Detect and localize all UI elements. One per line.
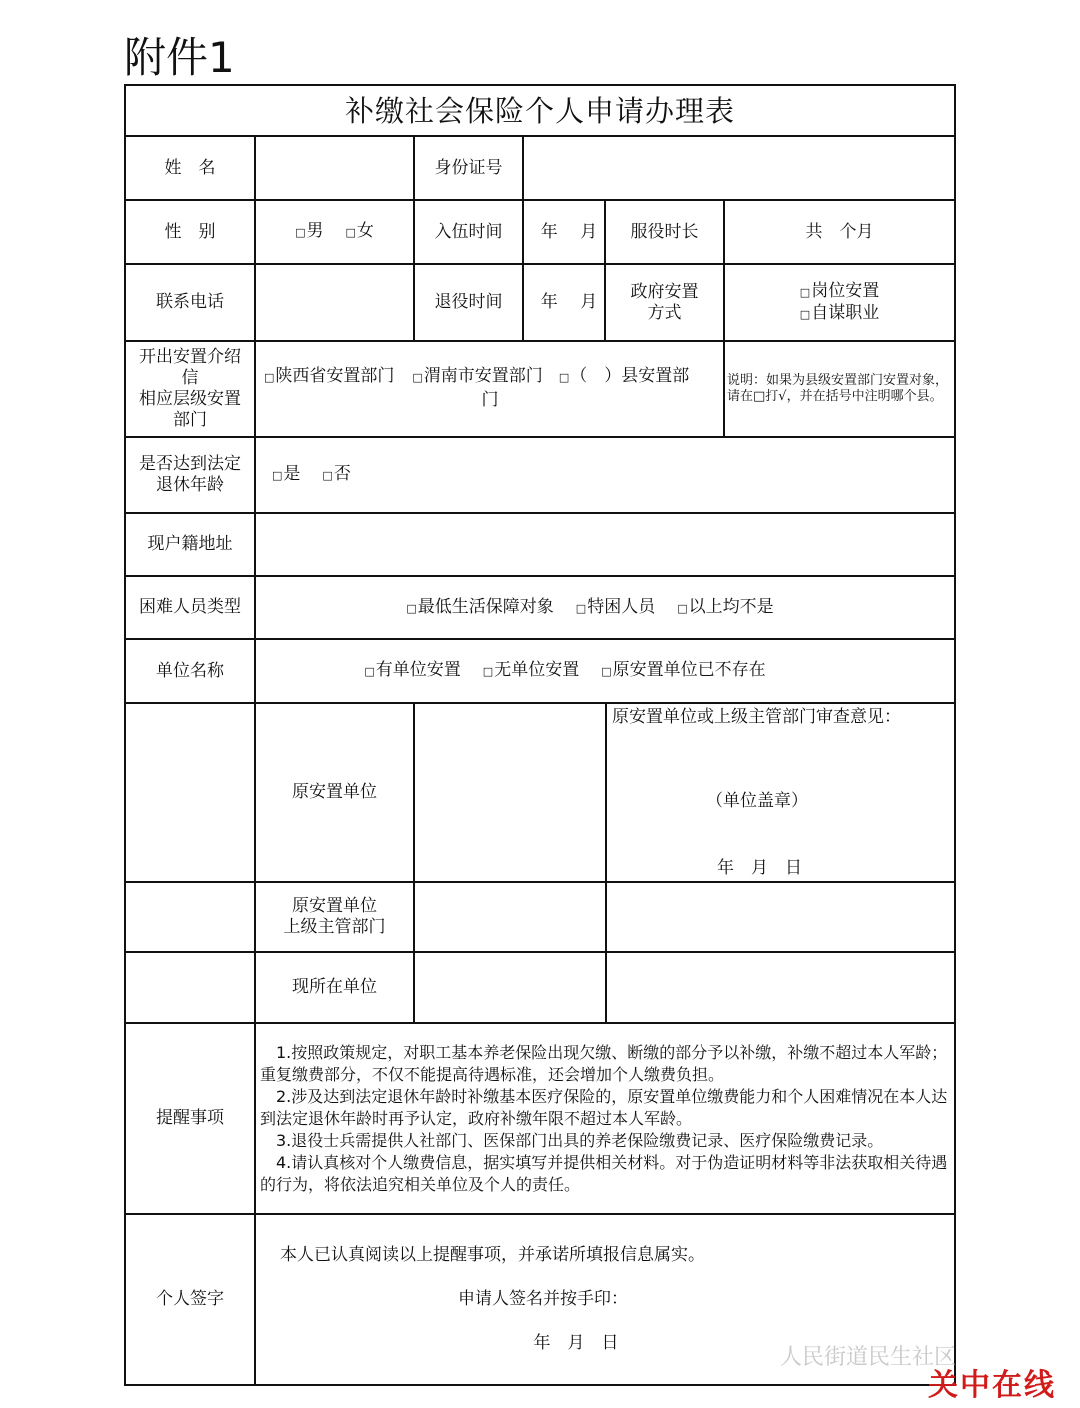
label-unit-name: 单位名称	[156, 660, 224, 681]
checkbox-weinan-dept[interactable]: □渭南市安置部门	[412, 366, 543, 386]
checkbox-post-placement[interactable]: □岗位安置	[799, 280, 880, 301]
gender-options	[256, 201, 413, 263]
unit-name-options	[256, 640, 954, 702]
logo-text: 关中在线	[928, 1368, 1056, 1403]
phone-field[interactable]	[256, 265, 413, 340]
name-field[interactable]	[256, 137, 413, 199]
signature-field[interactable]	[640, 1284, 940, 1314]
reminder-item: 2.涉及达到法定退休年龄时补缴基本医疗保险的，原安置单位缴费能力和个人困难情况在本人达到法定退休年龄时再予认定，政府补缴年限不超过本人军龄。	[260, 1087, 948, 1128]
reminder-list	[256, 1024, 954, 1213]
review-date: 年 月 日	[717, 857, 802, 878]
household-address-field[interactable]	[256, 514, 954, 575]
label-gender: 性 别	[164, 221, 216, 242]
hardship-type-options	[256, 577, 954, 638]
county-note: 说明：如果为县级安置部门安置对象，请在□打√，并在括号中注明哪个县。	[727, 373, 949, 404]
gov-placement-options	[725, 265, 954, 340]
label-hardship-type: 困难人员类型	[139, 597, 241, 617]
review-seal: （单位盖章）	[706, 790, 808, 811]
label-gov-placement: 政府安置 方式	[630, 281, 699, 323]
label-reminders: 提醒事项	[156, 1108, 224, 1128]
reminder-item: 4.请认真核对个人缴费信息，据实填写并提供相关材料。对于伪造证明材料等非法获取相关待遇的行为，将依法追究相关单位及个人的责任。	[260, 1153, 948, 1194]
label-name: 姓 名	[164, 157, 216, 178]
retire-age-options	[256, 438, 954, 512]
signature-prompt: 申请人签名并按手印：	[458, 1288, 628, 1309]
signature-statement: 本人已认真阅读以上提醒事项，并承诺所填报信息属实。	[280, 1244, 705, 1265]
checkbox-extreme-poverty[interactable]: □特困人员	[575, 596, 656, 617]
form-title: 补缴社会保险个人申请办理表	[344, 94, 735, 128]
service-length-field[interactable]: 共 个月	[805, 221, 874, 242]
label-original-unit: 原安置单位	[292, 782, 377, 802]
checkbox-self-employed[interactable]: □自谋职业	[799, 302, 880, 323]
checkbox-no-unit[interactable]: □无单位安置	[482, 660, 580, 680]
signature-date: 年 月 日	[533, 1332, 619, 1353]
checkbox-has-unit[interactable]: □有单位安置	[364, 660, 461, 680]
original-unit-field[interactable]	[415, 704, 605, 881]
label-service-length: 服役时长	[630, 221, 699, 242]
label-original-superior: 原安置单位 上级主管部门	[283, 896, 386, 937]
current-unit-review-field[interactable]	[607, 953, 954, 1022]
checkbox-unit-gone[interactable]: □原安置单位已不存在	[601, 660, 766, 680]
label-discharge-time: 退役时间	[434, 292, 503, 312]
reminder-item: 3.退役士兵需提供人社部门、医保部门出具的养老保险缴费记录、医疗保险缴费记录。	[276, 1131, 884, 1150]
checkbox-county-dept[interactable]: □（ ）县安置部	[558, 366, 690, 386]
label-current-unit: 现所在单位	[292, 977, 377, 997]
original-superior-review-field[interactable]	[607, 883, 954, 951]
label-signature: 个人签字	[156, 1289, 224, 1309]
checkbox-shaanxi-dept[interactable]: □陕西省安置部门	[264, 366, 395, 386]
label-enlist-time: 入伍时间	[434, 221, 503, 242]
checkbox-no[interactable]: □否	[322, 464, 351, 484]
label-retire-age: 是否达到法定 退休年龄	[139, 454, 241, 495]
checkbox-none-above[interactable]: □以上均不是	[677, 596, 774, 617]
attachment-label: 附件1	[124, 33, 235, 82]
checkbox-male[interactable]: □男	[295, 221, 324, 241]
original-superior-field[interactable]	[415, 883, 605, 951]
checkbox-min-living[interactable]: □最低生活保障对象	[406, 596, 554, 617]
checkbox-female[interactable]: □女	[345, 221, 374, 241]
label-phone: 联系电话	[156, 292, 224, 312]
discharge-time-field[interactable]: 年 月	[540, 292, 598, 312]
review-heading: 原安置单位或上级主管部门审查意见：	[612, 706, 901, 727]
label-id-number: 身份证号	[434, 157, 503, 178]
watermark-text: 人民街道民生社区	[780, 1345, 957, 1370]
id-number-field[interactable]	[524, 137, 954, 199]
reminder-item: 1.按照政策规定，对职工基本养老保险出现欠缴、断缴的部分予以补缴，补缴不超过本人军龄；重复缴费部分，不仅不能提高待遇标准，还会增加个人缴费负担。	[260, 1043, 948, 1084]
label-household-address: 现户籍地址	[147, 534, 233, 554]
label-intro-dept: 开出安置介绍 信 相应层级安置 部门	[139, 347, 241, 430]
current-unit-field[interactable]	[415, 953, 605, 1022]
intro-dept-wrap-char: 门	[481, 389, 499, 410]
checkbox-yes[interactable]: □是	[272, 464, 301, 484]
enlist-time-field[interactable]: 年 月	[540, 221, 598, 242]
